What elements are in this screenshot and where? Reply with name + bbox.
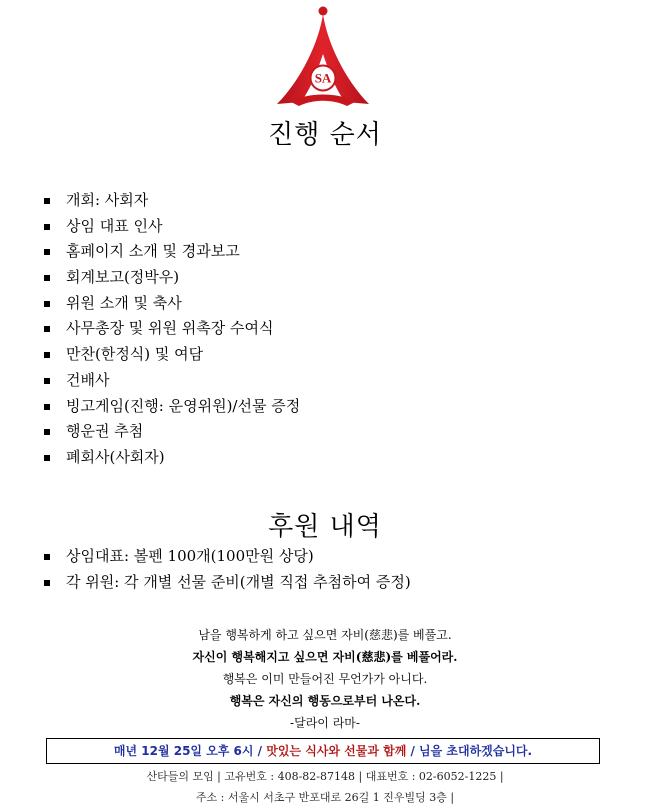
quote-line: 자신이 행복해지고 싶으면 자비(慈悲)를 베풀어라. [192, 650, 458, 664]
invite-highlight: 맛있는 식사와 선물과 함께 [266, 744, 407, 758]
quote-line: 남을 행복하게 하고 싶으면 자비(慈悲)를 베풀고. [198, 628, 452, 642]
sponsor-list [40, 544, 411, 595]
list-item: 위원 소개 및 축사 [40, 291, 300, 317]
list-item: 폐회사(사회자) [40, 445, 300, 471]
invitation-banner [46, 738, 600, 764]
invite-closing: / 님을 초대하겠습니다. [406, 744, 533, 758]
quote-line: 행복은 자신의 행동으로부터 나온다. [229, 694, 421, 708]
quote-line: 행복은 이미 만들어진 무언가가 아니다. [222, 672, 428, 686]
sponsor-title: 후원 내역 [268, 512, 382, 542]
list-item: 건배사 [40, 368, 300, 394]
page-title: 진행 순서 [268, 120, 382, 150]
list-item: 상임대표: 볼펜 100개(100만원 상당) [40, 544, 411, 570]
invite-time: 매년 12월 25일 오후 6시 / [113, 744, 267, 758]
list-item: 회계보고(정박우) [40, 265, 300, 291]
footer-info: 산타들의 모임 | 고유번호 : 408-82-87148 | 대표번호 : 02-6052-1225 | [146, 770, 504, 783]
list-item: 각 위원: 각 개별 선물 준비(개별 직접 추첨하여 증정) [40, 570, 411, 596]
quote-block [0, 624, 650, 734]
program-list [40, 188, 300, 471]
footer-address: 주소 : 서울시 서초구 반포대로 26길 1 진우빌딩 3층 | [195, 791, 455, 804]
list-item: 행운권 추첨 [40, 419, 300, 445]
logo-text: SA [314, 70, 332, 86]
list-item: 상임 대표 인사 [40, 214, 300, 240]
santa-logo [271, 2, 375, 110]
list-item: 빙고게임(진행: 운영위원)/선물 증정 [40, 394, 300, 420]
list-item: 홈페이지 소개 및 경과보고 [40, 239, 300, 265]
list-item: 만찬(한정식) 및 여담 [40, 342, 300, 368]
list-item: 개회: 사회자 [40, 188, 300, 214]
quote-author: -달라이 라마- [290, 716, 360, 730]
list-item: 사무총장 및 위원 위촉장 수여식 [40, 316, 300, 342]
